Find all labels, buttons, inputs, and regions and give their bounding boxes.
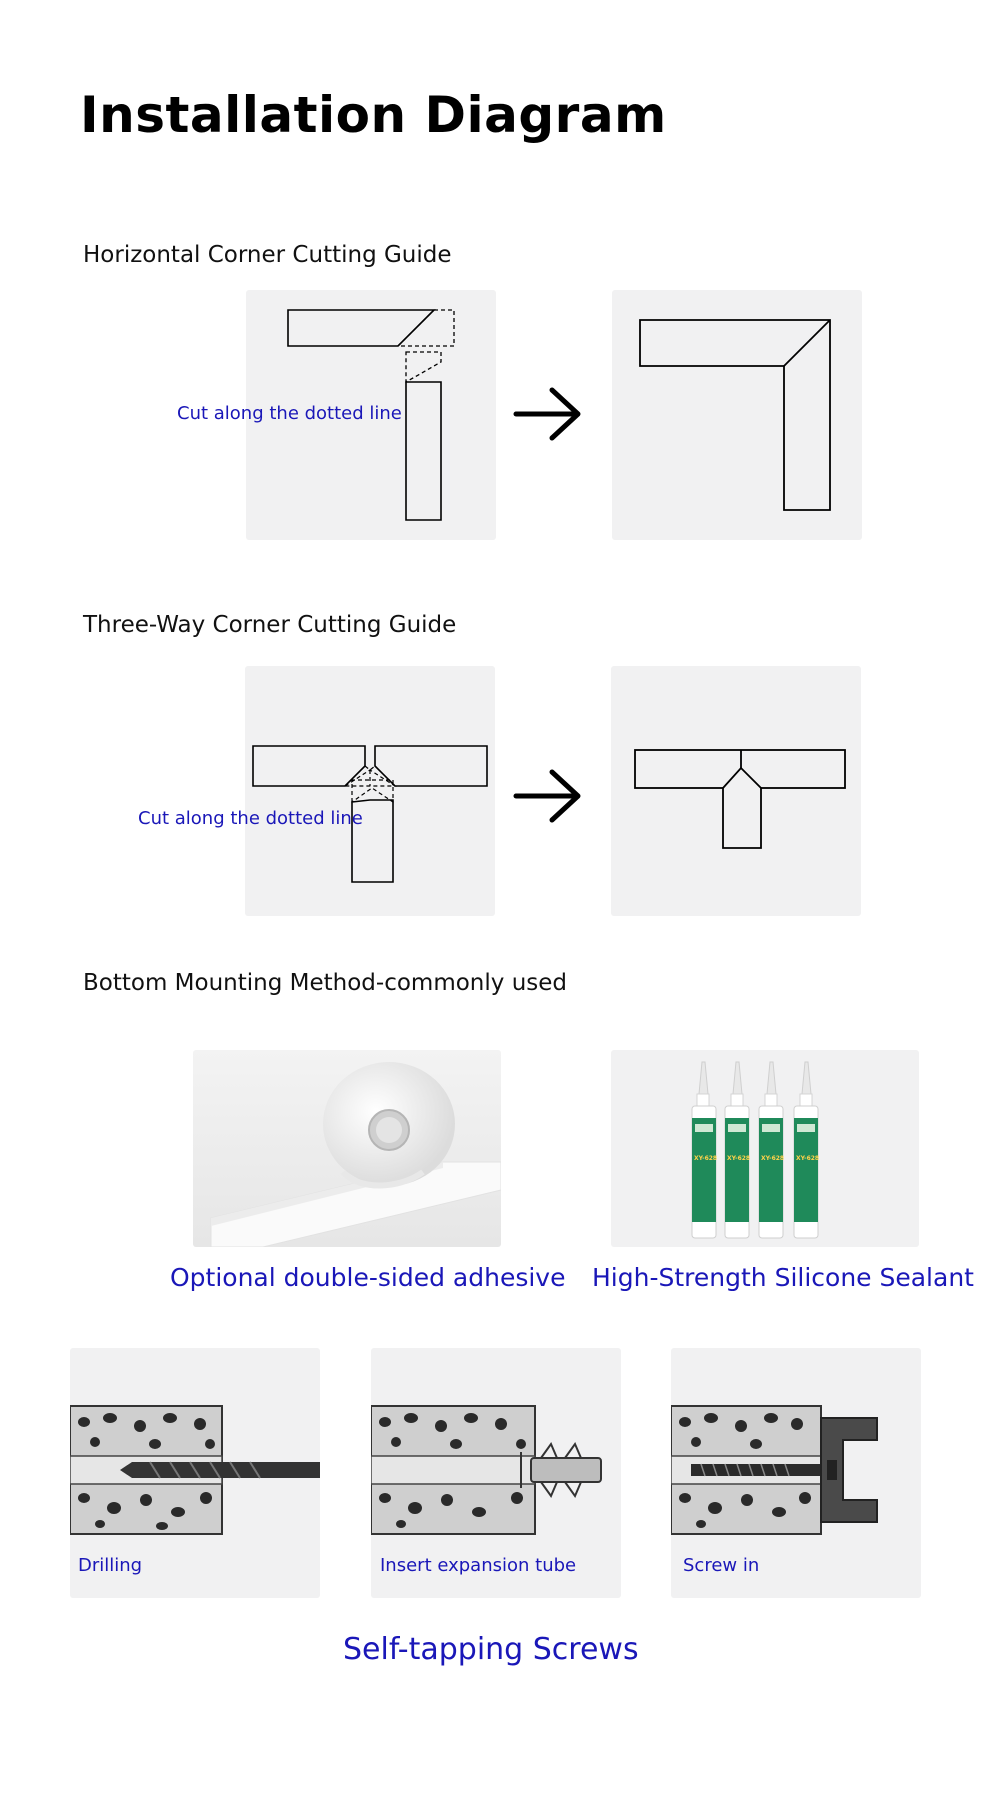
three-way-before-diagram [245, 666, 495, 916]
right-piece [375, 746, 487, 786]
vertical-cut-waste [406, 352, 441, 382]
three-way-after-panel [611, 666, 861, 916]
horizontal-cut-label: Cut along the dotted line [177, 403, 402, 424]
tube-2 [725, 1062, 749, 1238]
bottom-mounting-title: Bottom Mounting Method-commonly used [83, 970, 567, 996]
self-tapping-screws-caption: Self-tapping Screws [343, 1632, 639, 1667]
step-expansion-tube-label: Insert expansion tube [380, 1555, 577, 1576]
horizontal-cut-waste [398, 310, 454, 346]
tube-4-label: XY-628 [796, 1155, 820, 1162]
tube-2-label: XY-628 [727, 1155, 751, 1162]
horizontal-piece [288, 310, 434, 346]
sealant-caption: High-Strength Silicone Sealant [592, 1263, 974, 1292]
horizontal-corner-title: Horizontal Corner Cutting Guide [83, 242, 452, 268]
adhesive-tape-image [193, 1050, 501, 1247]
three-way-after-diagram [611, 666, 861, 916]
horizontal-corner-after-panel [612, 290, 862, 540]
three-way-corner-title: Three-Way Corner Cutting Guide [83, 612, 457, 638]
tube-1-label: XY-628 [694, 1155, 718, 1162]
page-title: Installation Diagram [80, 86, 667, 144]
left-piece [253, 746, 365, 786]
tube-3-label: XY-628 [761, 1155, 785, 1162]
three-way-cut-label: Cut along the dotted line [138, 808, 363, 829]
tube-4 [794, 1062, 818, 1238]
three-way-arrow-icon [512, 768, 584, 824]
tape-illustration [193, 1050, 501, 1247]
tube-1 [692, 1062, 716, 1238]
tube-3 [759, 1062, 783, 1238]
vertical-piece [406, 382, 441, 520]
adhesive-caption: Optional double-sided adhesive [170, 1263, 566, 1292]
silicone-sealant-image [611, 1050, 919, 1247]
horizontal-arrow-icon [512, 386, 584, 442]
step-screw-in-label: Screw in [683, 1555, 760, 1576]
step-drilling-label: Drilling [78, 1555, 143, 1576]
horizontal-corner-after-diagram [612, 290, 862, 540]
sealant-tubes-illustration [611, 1050, 919, 1247]
three-way-before-panel [245, 666, 495, 916]
